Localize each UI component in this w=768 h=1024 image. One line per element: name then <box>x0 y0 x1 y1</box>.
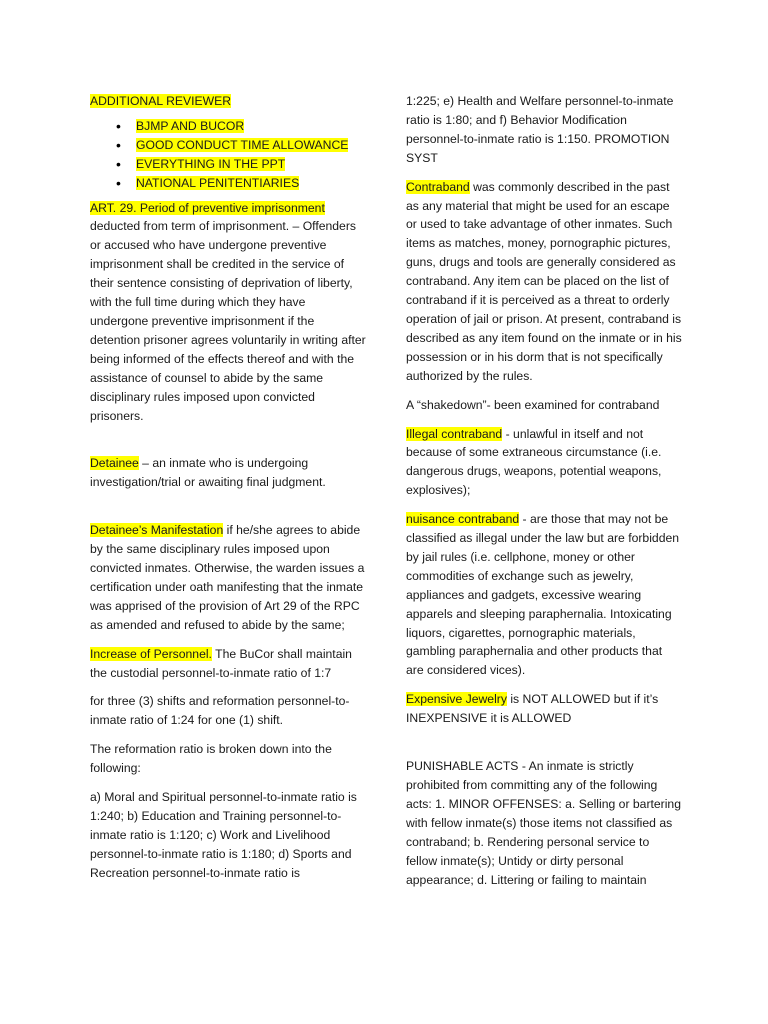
art29-body: deducted from term of imprisonment. – Offenders or accused who have undergone preventive imprisonment shall be credited in the service of their sentence consisting of deprivation of liberty, with the full time during which they have undergone preventive imprisonment if the detention prisoner agrees voluntarily in writing after being informed of the effects thereof and with the assistance of counsel to abide by the same disciplinary rules imposed upon convicted prisoners. <box>90 219 366 423</box>
continuation-paragraph: 1:225; e) Health and Welfare personnel-to-inmate ratio is 1:80; and f) Behavior Modification personnel-to-inmate ratio is 1:150. PROMOTION SYST <box>406 94 674 165</box>
left-column <box>90 92 366 893</box>
contraband-paragraph <box>406 178 682 386</box>
list-item <box>116 155 366 174</box>
list-item-text: EVERYTHING IN THE PPT <box>136 156 286 171</box>
jewelry-paragraph <box>406 690 682 728</box>
increase-term: Increase of Personnel. <box>90 646 212 661</box>
list-item-text: BJMP AND BUCOR <box>136 118 245 133</box>
punishable-paragraph: PUNISHABLE ACTS - An inmate is strictly prohibited from committing any of the following acts: 1. MINOR OFFENSES: a. Selling or bartering with fellow inmate(s) those items not classified as contraband; b. Rendering personal service to fellow inmate(s); Untidy or dirty personal appearance; d. Littering or failing to maintain <box>406 759 681 887</box>
reviewer-title <box>90 92 366 111</box>
contraband-term: Contraband <box>406 179 470 194</box>
nuisance-term: nuisance contraband <box>406 512 520 527</box>
spacer <box>90 502 366 521</box>
illegal-body: - unlawful in itself and not because of some extraneous circumstance (i.e. dangerous drugs, weapons, potential weapons, explosives); <box>406 426 662 498</box>
topics-list <box>90 117 366 193</box>
reformation-intro: The reformation ratio is broken down into the following: <box>90 742 332 776</box>
shakedown-paragraph: A “shakedown”- been examined for contraband <box>406 397 660 412</box>
art29-paragraph <box>90 199 366 426</box>
detainee-body: – an inmate who is undergoing investigation/trial or awaiting final judgment. <box>90 456 326 490</box>
spacer <box>406 738 682 757</box>
list-item <box>116 136 366 155</box>
list-item <box>116 117 366 136</box>
right-column <box>406 92 682 899</box>
ratios-paragraph: a) Moral and Spiritual personnel-to-inmate ratio is 1:240; b) Education and Training personnel-to-inmate ratio is 1:120; c) Work and Livelihood personnel-to-inmate ratio is 1:180; d) Sports and Recreation personnel-to-inmate ratio is <box>90 790 357 880</box>
list-item <box>116 174 366 193</box>
contraband-body: was commonly described in the past as any material that might be used for an escape or used to take advantage of other inmates. Such items as matches, money, pornographic pictures, guns, drugs and tools are generally considered as contraband. Any item can be placed on the list of contraband if it is perceived as a threat to orderly operation of jail or prison. At present, contraband is described as any item found on the inmate or in his possession or in his dorm that is not specifically authorized by the rules. <box>406 179 682 383</box>
spacer <box>90 435 366 454</box>
list-item-text: GOOD CONDUCT TIME ALLOWANCE <box>136 137 349 152</box>
manifestation-paragraph <box>90 521 366 634</box>
manifestation-term: Detainee’s Manifestation <box>90 523 224 538</box>
manifestation-body: if he/she agrees to abide by the same disciplinary rules imposed upon convicted inmates. Otherwise, the warden issues a certification under oath manifesting that the inmate was apprised of the provision of Art 29 of the RPC as amended and refused to abide by the same; <box>90 523 365 632</box>
nuisance-paragraph <box>406 510 682 680</box>
illegal-term: Illegal contraband <box>406 426 503 441</box>
increase-body: The BuCor shall maintain the custodial personnel-to-inmate ratio of 1:7 <box>90 646 352 680</box>
list-item-text: NATIONAL PENITENTIARIES <box>136 175 300 190</box>
illegal-paragraph <box>406 425 682 501</box>
jewelry-term: Expensive Jewelry <box>406 692 507 707</box>
increase-paragraph <box>90 645 366 683</box>
detainee-paragraph <box>90 454 366 492</box>
art29-term: ART. 29. Period of preventive imprisonment <box>90 200 325 215</box>
shifts-paragraph: for three (3) shifts and reformation personnel-to-inmate ratio of 1:24 for one (1) shift. <box>90 694 350 728</box>
jewelry-body: is NOT ALLOWED but if it’s INEXPENSIVE it is ALLOWED <box>406 692 659 726</box>
detainee-term: Detainee <box>90 456 139 471</box>
nuisance-body: - are those that may not be classified as illegal under the law but are forbidden by jail rules (i.e. cellphone, money or other commodities of exchange such as jewelry, appliances and gadgets, excessive wearing apparels and sleeping paraphernalia. Intoxicating liquors, cigarettes, pornographic materials, gambling paraphernalia and other products that are considered vices). <box>406 512 680 678</box>
reviewer-title-text: ADDITIONAL REVIEWER <box>90 94 232 108</box>
